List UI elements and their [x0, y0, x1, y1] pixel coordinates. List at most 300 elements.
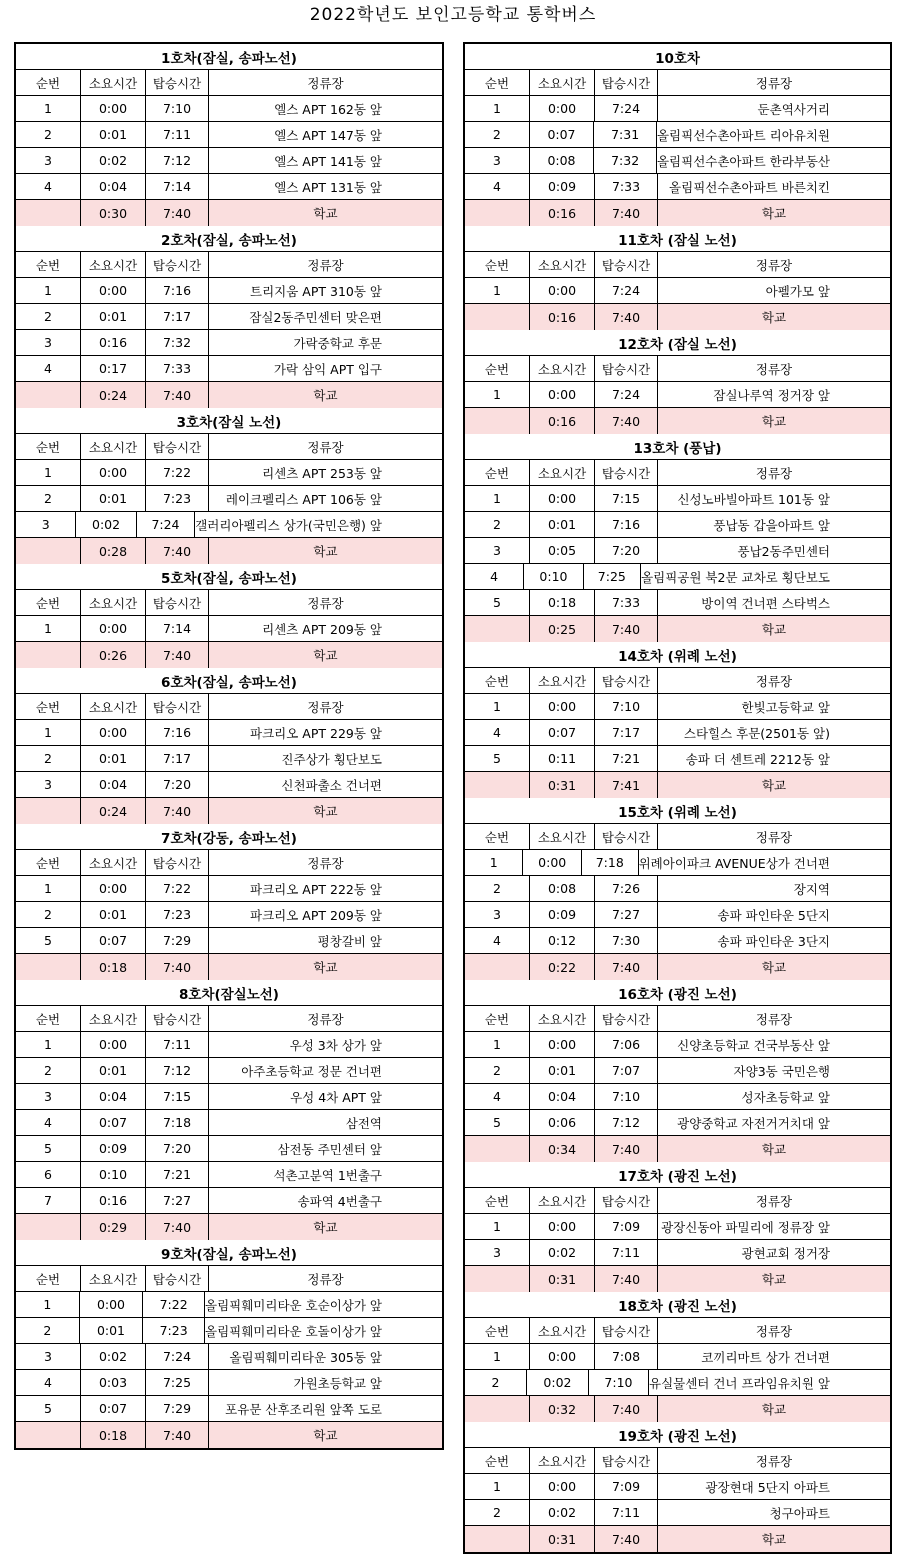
stop-duration: 0:01: [81, 1058, 146, 1083]
stop-name: 송파역 4번출구: [297, 1193, 382, 1209]
school-arrival-row: [16, 798, 442, 824]
stop-number: 2: [16, 1318, 80, 1343]
route-title-row: [465, 642, 890, 668]
route-section: [465, 44, 890, 226]
stop-boarding-time: 7:10: [595, 1084, 658, 1109]
stop-duration: 0:01: [530, 1058, 595, 1083]
stop-number: 1: [465, 1214, 530, 1239]
stop-boarding-time: 7:33: [595, 590, 658, 615]
stop-number: 4: [465, 928, 530, 953]
school-label: 학교: [313, 1220, 338, 1235]
stop-number: 1: [465, 96, 530, 121]
school-duration: 0:24: [81, 798, 146, 824]
stop-number: 6: [16, 1162, 81, 1187]
stop-duration: 0:01: [81, 304, 146, 329]
school-label: 학교: [761, 960, 787, 975]
school-label: 학교: [761, 622, 787, 637]
stop-name: 신성노바빌아파트 101동 앞: [677, 491, 830, 507]
stop-duration: 0:00: [81, 1032, 146, 1057]
stop-name: 아펠가모 앞: [765, 283, 830, 299]
route-title-row: [465, 980, 890, 1006]
table-header-row: [465, 824, 890, 850]
stop-number: 2: [465, 876, 530, 901]
school-duration: 0:31: [530, 1526, 595, 1552]
column-header: 소요시간: [81, 590, 146, 615]
stop-duration: 0:00: [530, 96, 595, 121]
column-header: 정류장: [755, 75, 793, 91]
stop-row: [16, 772, 442, 798]
stop-name: 삼전동 주민센터 앞: [277, 1141, 382, 1157]
stop-row: [16, 304, 442, 330]
stop-duration: 0:00: [80, 1292, 144, 1317]
stop-name: 석촌고분역 1번출구: [273, 1167, 382, 1183]
table-header-row: [16, 590, 442, 616]
stop-row: [465, 564, 890, 590]
stop-boarding-time: 7:25: [146, 1370, 209, 1395]
column-header: 소요시간: [81, 70, 146, 95]
stop-duration: 0:00: [81, 720, 146, 745]
stop-row: [465, 512, 890, 538]
column-header: 탑승시간: [595, 1188, 658, 1213]
school-arrival-time: 7:40: [595, 304, 658, 330]
route-title: 7호차(강동, 송파노선): [161, 830, 297, 847]
stop-boarding-time: 7:11: [146, 122, 209, 147]
school-label: 학교: [313, 648, 338, 663]
column-header: 순번: [16, 1006, 81, 1031]
stop-boarding-time: 7:14: [146, 616, 209, 641]
stop-boarding-time: 7:29: [146, 1396, 209, 1421]
column-header: 순번: [465, 1318, 530, 1343]
stop-row: [16, 1344, 442, 1370]
route-section: [465, 798, 890, 980]
school-label: 학교: [313, 804, 338, 819]
column-header: 순번: [465, 460, 530, 485]
stop-row: [16, 720, 442, 746]
stop-number: 1: [465, 1344, 530, 1369]
column-header: 소요시간: [530, 252, 595, 277]
school-arrival-time: 7:40: [146, 798, 209, 824]
stop-number: 3: [16, 512, 76, 537]
column-header: 순번: [16, 590, 81, 615]
stop-name: 올림픽선수촌아파트 한라부동산: [656, 153, 830, 169]
school-duration: 0:18: [81, 954, 146, 980]
stop-boarding-time: 7:12: [595, 1110, 658, 1135]
school-blank-cell: [16, 798, 81, 824]
stop-number: 1: [16, 1292, 80, 1317]
stop-row: [16, 148, 442, 174]
table-header-row: [465, 1318, 890, 1344]
stop-boarding-time: 7:23: [143, 1318, 205, 1343]
school-duration: 0:16: [530, 200, 595, 226]
stop-boarding-time: 7:17: [146, 304, 209, 329]
route-title-row: [465, 798, 890, 824]
stop-row: [16, 512, 442, 538]
stop-row: [16, 460, 442, 486]
stop-row: [465, 876, 890, 902]
stop-name: 리센츠 APT 209동 앞: [262, 621, 382, 637]
stop-row: [16, 902, 442, 928]
stop-name: 위례아이파크 AVENUE상가 건너편: [638, 855, 830, 871]
stop-duration: 0:07: [530, 720, 595, 745]
stop-duration: 0:02: [81, 148, 146, 173]
school-arrival-row: [465, 616, 890, 642]
stop-boarding-time: 7:23: [146, 902, 209, 927]
stop-row: [16, 1396, 442, 1422]
stop-number: 1: [16, 720, 81, 745]
school-arrival-row: [16, 200, 442, 226]
stop-row: [465, 382, 890, 408]
route-section: [16, 408, 442, 564]
school-arrival-row: [16, 1214, 442, 1240]
school-duration: 0:29: [81, 1214, 146, 1240]
stop-number: 3: [16, 772, 81, 797]
column-header: 정류장: [307, 257, 344, 273]
school-arrival-time: 7:40: [595, 1396, 658, 1422]
column-header: 소요시간: [81, 850, 146, 875]
stop-row: [465, 694, 890, 720]
stop-number: 3: [465, 148, 530, 173]
school-arrival-row: [16, 538, 442, 564]
stop-duration: 0:04: [530, 1084, 595, 1109]
stop-row: [465, 486, 890, 512]
school-label: 학교: [761, 1272, 787, 1287]
school-arrival-row: [465, 1396, 890, 1422]
table-header-row: [16, 70, 442, 96]
stop-row: [465, 590, 890, 616]
route-title-row: [465, 330, 890, 356]
school-duration: 0:31: [530, 772, 595, 798]
stop-duration: 0:00: [530, 1474, 595, 1499]
stop-duration: 0:01: [81, 486, 146, 511]
column-header: 순번: [16, 70, 81, 95]
table-header-row: [465, 668, 890, 694]
school-blank-cell: [16, 1422, 81, 1448]
column-header: 탑승시간: [595, 356, 658, 381]
stop-boarding-time: 7:33: [146, 356, 209, 381]
stop-row: [465, 174, 890, 200]
school-arrival-time: 7:40: [595, 616, 658, 642]
stop-boarding-time: 7:16: [146, 720, 209, 745]
column-header: 탑승시간: [595, 70, 658, 95]
school-duration: 0:16: [530, 304, 595, 330]
stop-duration: 0:11: [530, 746, 595, 771]
column-header: 탑승시간: [146, 1266, 209, 1291]
stop-number: 1: [16, 96, 81, 121]
school-label: 학교: [761, 1532, 787, 1547]
school-blank-cell: [465, 772, 530, 798]
column-header: 순번: [465, 824, 530, 849]
bus-schedule-left-column: [14, 42, 444, 1450]
stop-row: [465, 720, 890, 746]
school-arrival-row: [465, 1136, 890, 1162]
stop-number: 2: [16, 746, 81, 771]
stop-duration: 0:05: [530, 538, 595, 563]
column-header: 탑승시간: [146, 252, 209, 277]
route-title: 12호차 (잠실 노선): [618, 336, 737, 353]
route-title: 3호차(잠실 노선): [176, 414, 282, 431]
column-header: 소요시간: [530, 70, 595, 95]
stop-name: 풍납2동주민센터: [737, 543, 830, 559]
stop-number: 3: [465, 1240, 530, 1265]
stop-boarding-time: 7:15: [146, 1084, 209, 1109]
stop-duration: 0:07: [81, 928, 146, 953]
stop-number: 1: [465, 1032, 530, 1057]
route-section: [465, 226, 890, 330]
school-arrival-time: 7:41: [595, 772, 658, 798]
column-header: 순번: [16, 252, 81, 277]
stop-number: 5: [465, 590, 530, 615]
school-blank-cell: [465, 408, 530, 434]
stop-duration: 0:04: [81, 1084, 146, 1109]
table-header-row: [465, 1448, 890, 1474]
column-header: 순번: [16, 850, 81, 875]
school-arrival-row: [16, 382, 442, 408]
stop-number: 4: [465, 1084, 530, 1109]
stop-name: 성자초등학교 앞: [741, 1089, 830, 1105]
column-header: 소요시간: [530, 1188, 595, 1213]
school-arrival-time: 7:40: [146, 1422, 209, 1448]
school-label: 학교: [313, 1428, 338, 1443]
column-header: 소요시간: [530, 1448, 595, 1473]
column-header: 탑승시간: [146, 70, 209, 95]
stop-duration: 0:17: [81, 356, 146, 381]
stop-boarding-time: 7:11: [595, 1240, 658, 1265]
school-arrival-time: 7:40: [595, 1266, 658, 1292]
stop-boarding-time: 7:27: [595, 902, 658, 927]
column-header: 정류장: [307, 1271, 344, 1287]
table-header-row: [465, 1006, 890, 1032]
stop-duration: 0:02: [76, 512, 136, 537]
stop-name: 광장신동아 파밀리에 정류장 앞: [661, 1219, 830, 1235]
stop-boarding-time: 7:11: [146, 1032, 209, 1057]
stop-duration: 0:00: [530, 694, 595, 719]
school-arrival-row: [465, 1526, 890, 1552]
stop-name: 광현교회 정거장: [741, 1245, 830, 1261]
school-blank-cell: [16, 954, 81, 980]
route-section: [465, 980, 890, 1162]
school-duration: 0:31: [530, 1266, 595, 1292]
stop-boarding-time: 7:07: [595, 1058, 658, 1083]
route-title-row: [16, 408, 442, 434]
stop-row: [16, 1292, 442, 1318]
stop-number: 2: [16, 902, 81, 927]
stop-boarding-time: 7:09: [595, 1214, 658, 1239]
stop-duration: 0:08: [530, 148, 595, 173]
stop-name: 신양초등학교 건국부동산 앞: [677, 1037, 830, 1053]
stop-row: [465, 538, 890, 564]
column-header: 탑승시간: [595, 824, 658, 849]
stop-boarding-time: 7:29: [146, 928, 209, 953]
stop-number: 4: [16, 174, 81, 199]
stop-name: 스타힐스 후문(2501동 앞): [683, 725, 830, 741]
table-header-row: [465, 70, 890, 96]
stop-row: [16, 1084, 442, 1110]
school-label: 학교: [761, 414, 787, 429]
school-label: 학교: [761, 1142, 787, 1157]
stop-number: 4: [465, 720, 530, 745]
route-title-row: [465, 44, 890, 70]
table-header-row: [465, 460, 890, 486]
school-label: 학교: [761, 310, 787, 325]
stop-number: 3: [16, 1344, 81, 1369]
stop-row: [16, 278, 442, 304]
column-header: 소요시간: [530, 668, 595, 693]
stop-row: [465, 1240, 890, 1266]
stop-boarding-time: 7:24: [595, 278, 658, 303]
table-header-row: [16, 252, 442, 278]
route-title: 16호차 (광진 노선): [618, 986, 737, 1003]
stop-number: 5: [465, 1110, 530, 1135]
school-arrival-row: [16, 1422, 442, 1448]
route-title: 5호차(잠실, 송파노선): [161, 570, 297, 587]
route-section: [465, 1162, 890, 1292]
school-arrival-time: 7:40: [595, 200, 658, 226]
stop-name: 파크리오 APT 209동 앞: [250, 907, 382, 923]
stop-row: [16, 1136, 442, 1162]
stop-number: 4: [16, 1110, 81, 1135]
stop-row: [16, 1110, 442, 1136]
stop-name: 가락중학교 후문: [293, 335, 382, 351]
table-header-row: [465, 252, 890, 278]
route-title-row: [16, 564, 442, 590]
column-header: 탑승시간: [146, 694, 209, 719]
school-arrival-row: [465, 772, 890, 798]
stop-number: 1: [16, 460, 81, 485]
route-title: 18호차 (광진 노선): [618, 1298, 737, 1315]
school-duration: 0:26: [81, 642, 146, 668]
stop-name: 리센츠 APT 253동 앞: [262, 465, 382, 481]
table-header-row: [16, 850, 442, 876]
stop-number: 4: [16, 1370, 81, 1395]
school-duration: 0:24: [81, 382, 146, 408]
stop-name: 포유문 산후조리원 앞쪽 도로: [225, 1401, 382, 1417]
stop-name: 평창갈비 앞: [317, 933, 382, 949]
column-header: 탑승시간: [146, 434, 209, 459]
stop-number: 2: [465, 1500, 530, 1525]
column-header: 정류장: [755, 361, 793, 377]
school-arrival-row: [465, 200, 890, 226]
stop-duration: 0:16: [81, 1188, 146, 1213]
stop-name: 레이크펠리스 APT 106동 앞: [225, 491, 382, 507]
stop-name: 코끼리마트 상가 건너편: [701, 1349, 830, 1365]
column-header: 정류장: [307, 855, 344, 871]
stop-row: [465, 148, 890, 174]
stop-duration: 0:08: [530, 876, 595, 901]
stop-duration: 0:04: [81, 174, 146, 199]
stop-duration: 0:02: [530, 1500, 595, 1525]
stop-boarding-time: 7:25: [584, 564, 641, 589]
school-arrival-time: 7:40: [595, 954, 658, 980]
stop-number: 1: [465, 850, 523, 875]
stop-duration: 0:00: [530, 278, 595, 303]
route-section: [465, 642, 890, 798]
route-section: [16, 44, 442, 226]
stop-number: 3: [465, 538, 530, 563]
school-arrival-time: 7:40: [146, 382, 209, 408]
stop-boarding-time: 7:24: [595, 96, 658, 121]
stop-duration: 0:12: [530, 928, 595, 953]
stop-boarding-time: 7:24: [146, 1344, 209, 1369]
school-duration: 0:16: [530, 408, 595, 434]
stop-name: 갤러리아펠리스 상가(국민은행) 앞: [195, 517, 382, 533]
stop-row: [465, 1214, 890, 1240]
route-title: 15호차 (위례 노선): [618, 804, 737, 821]
route-section: [465, 1292, 890, 1422]
route-section: [16, 668, 442, 824]
stop-boarding-time: 7:24: [595, 382, 658, 407]
stop-duration: 0:18: [530, 590, 595, 615]
school-arrival-row: [465, 1266, 890, 1292]
stop-row: [465, 122, 890, 148]
stop-boarding-time: 7:10: [589, 1370, 649, 1395]
stop-number: 1: [16, 876, 81, 901]
column-header: 소요시간: [81, 694, 146, 719]
stop-name: 올림픽선수촌아파트 리아유치원: [656, 127, 830, 143]
stop-name: 신천파출소 건너편: [281, 777, 382, 793]
route-section: [16, 824, 442, 980]
column-header: 소요시간: [530, 824, 595, 849]
stop-name: 파크리오 APT 222동 앞: [250, 881, 382, 897]
stop-boarding-time: 7:16: [146, 278, 209, 303]
stop-boarding-time: 7:26: [595, 876, 658, 901]
stop-row: [465, 746, 890, 772]
column-header: 탑승시간: [146, 1006, 209, 1031]
stop-number: 5: [16, 928, 81, 953]
stop-boarding-time: 7:06: [595, 1032, 658, 1057]
school-label: 학교: [313, 388, 338, 403]
stop-boarding-time: 7:11: [595, 1500, 658, 1525]
route-title-row: [465, 1422, 890, 1448]
stop-duration: 0:00: [530, 1032, 595, 1057]
stop-duration: 0:00: [530, 1344, 595, 1369]
school-arrival-time: 7:40: [146, 538, 209, 564]
school-label: 학교: [761, 206, 787, 221]
school-arrival-time: 7:40: [146, 1214, 209, 1240]
stop-name: 아주초등학교 정문 건너편: [241, 1063, 382, 1079]
column-header: 정류장: [755, 257, 793, 273]
stop-row: [16, 356, 442, 382]
stop-boarding-time: 7:27: [146, 1188, 209, 1213]
stop-row: [465, 96, 890, 122]
school-arrival-time: 7:40: [146, 954, 209, 980]
stop-duration: 0:09: [81, 1136, 146, 1161]
stop-name: 엘스 APT 131동 앞: [274, 179, 382, 195]
stop-number: 1: [465, 694, 530, 719]
school-arrival-time: 7:40: [595, 1526, 658, 1552]
column-header: 정류장: [755, 1453, 793, 1469]
stop-name: 방이역 건너편 스타벅스: [701, 595, 830, 611]
stop-row: [465, 1058, 890, 1084]
column-header: 소요시간: [530, 1006, 595, 1031]
stop-duration: 0:02: [81, 1344, 146, 1369]
column-header: 순번: [465, 1006, 530, 1031]
stop-number: 1: [465, 278, 530, 303]
stop-duration: 0:06: [530, 1110, 595, 1135]
column-header: 소요시간: [81, 252, 146, 277]
stop-duration: 0:01: [530, 512, 595, 537]
stop-duration: 0:00: [81, 876, 146, 901]
route-title-row: [16, 44, 442, 70]
stop-row: [16, 1058, 442, 1084]
stop-number: 1: [16, 278, 81, 303]
school-label: 학교: [313, 544, 338, 559]
column-header: 탑승시간: [595, 460, 658, 485]
stop-name: 삼전역: [345, 1115, 382, 1131]
stop-boarding-time: 7:22: [146, 876, 209, 901]
stop-duration: 0:01: [81, 902, 146, 927]
stop-duration: 0:03: [81, 1370, 146, 1395]
column-header: 순번: [16, 1266, 81, 1291]
